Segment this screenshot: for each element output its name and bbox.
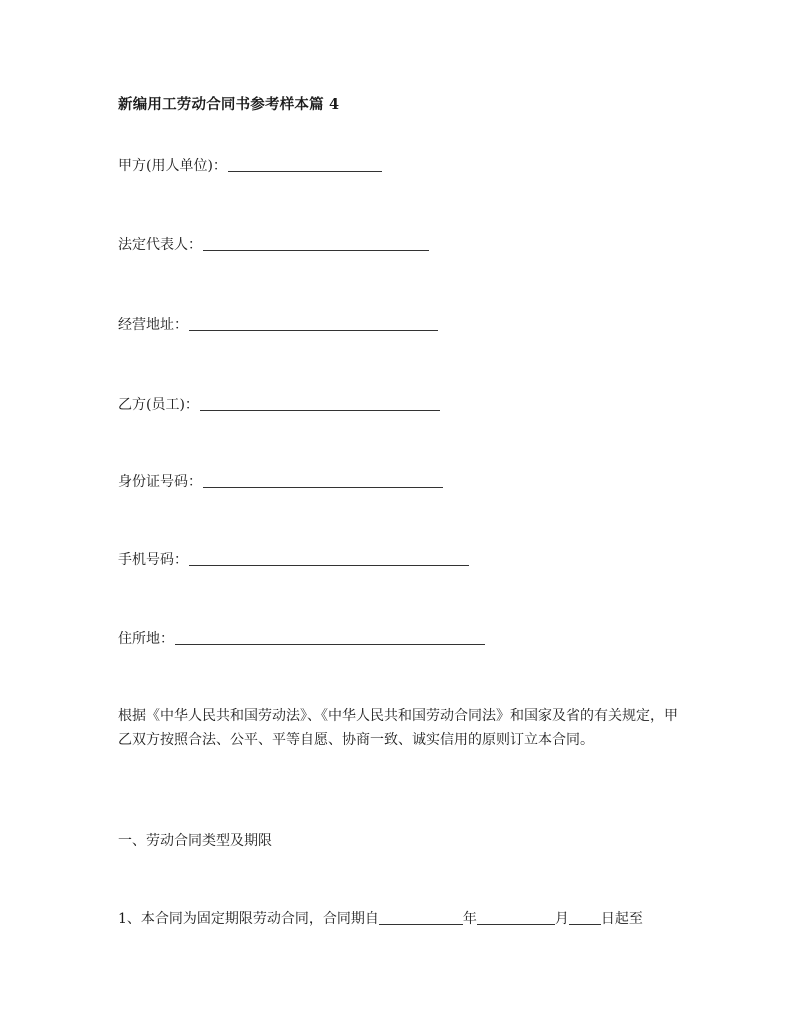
id-number-field xyxy=(118,471,443,491)
legal-representative-label: 法定代表人： xyxy=(118,237,202,253)
clause-1-month-blank[interactable] xyxy=(477,910,555,925)
residence-label: 住所地： xyxy=(118,631,174,647)
clause-1 xyxy=(118,908,643,928)
legal-representative-blank[interactable] xyxy=(203,236,429,251)
party-b-label: 乙方(员工)： xyxy=(118,397,199,413)
residence-blank[interactable] xyxy=(175,630,485,645)
clause-1-day-blank[interactable] xyxy=(569,910,601,925)
clause-1-text-start: 1、本合同为固定期限劳动合同，合同期自 xyxy=(118,911,379,927)
clause-1-day-label: 日起至 xyxy=(600,911,643,927)
party-b-blank[interactable] xyxy=(200,396,440,411)
id-number-blank[interactable] xyxy=(203,473,443,488)
business-address-field xyxy=(118,314,438,334)
party-a-label: 甲方(用人单位)： xyxy=(118,158,227,174)
party-a-blank[interactable] xyxy=(228,157,382,172)
phone-blank[interactable] xyxy=(189,551,469,566)
phone-label: 手机号码： xyxy=(118,552,188,568)
section-heading: 一、劳动合同类型及期限 xyxy=(118,833,272,849)
business-address-label: 经营地址： xyxy=(118,317,188,333)
clause-1-year-blank[interactable] xyxy=(379,910,463,925)
business-address-blank[interactable] xyxy=(189,316,438,331)
residence-field xyxy=(118,628,485,648)
id-number-label: 身份证号码： xyxy=(118,474,202,490)
legal-representative-field xyxy=(118,234,429,254)
clause-1-month-label: 月 xyxy=(554,911,569,927)
clause-1-year-label: 年 xyxy=(462,911,477,927)
party-a-field xyxy=(118,155,382,175)
phone-field xyxy=(118,549,469,569)
party-b-field xyxy=(118,394,440,414)
intro-paragraph: 根据《中华人民共和国劳动法》、《中华人民共和国劳动合同法》和国家及省的有关规定，甲乙双方按照合法、公平、平等自愿、协商一致、诚实信用的原则订立本合同。 xyxy=(118,708,678,748)
document-title: 新编用工劳动合同书参考样本篇 4 xyxy=(118,96,340,113)
